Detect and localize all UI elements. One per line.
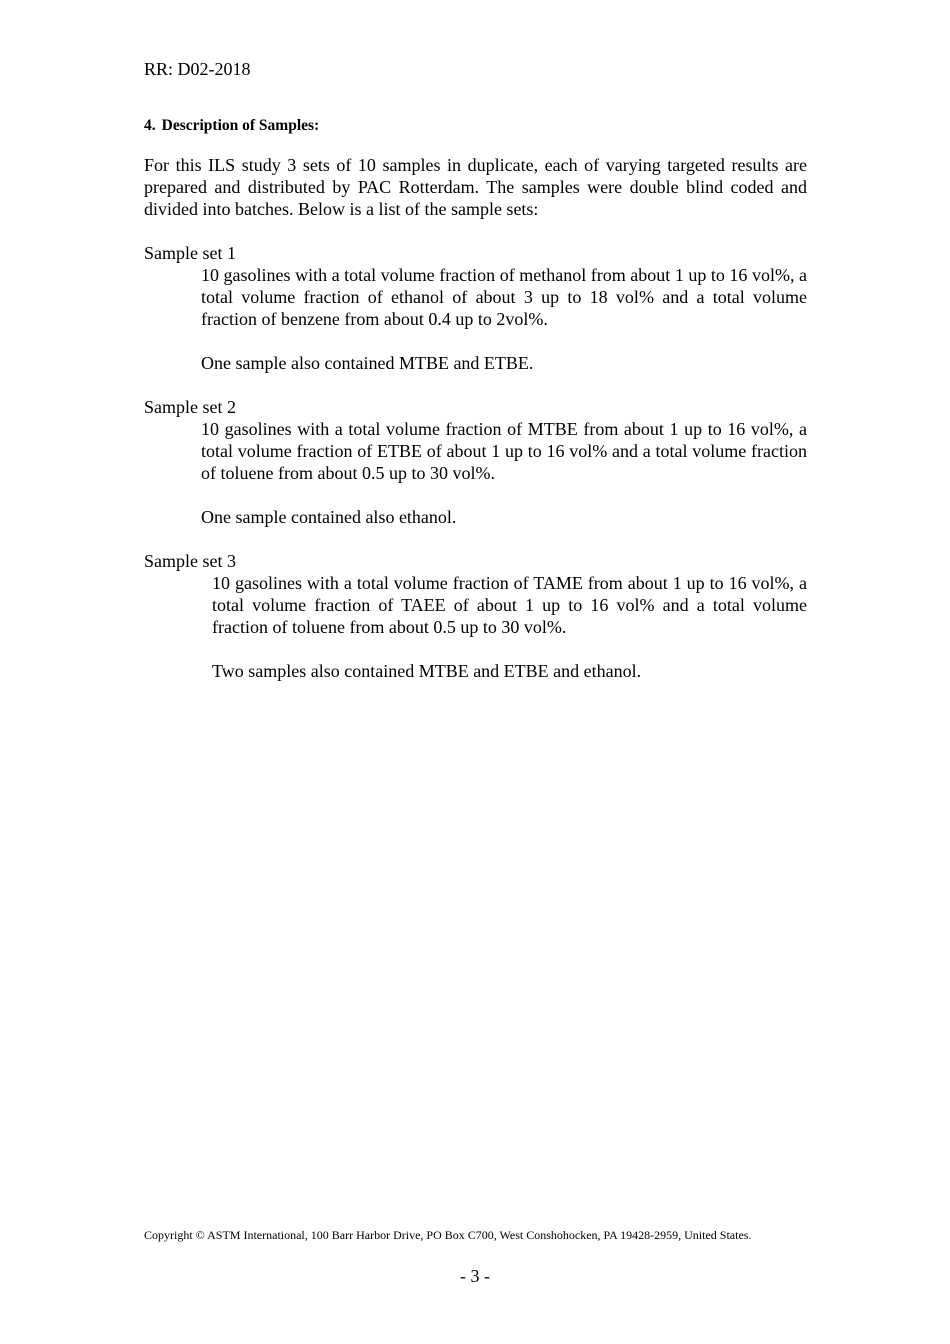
sample-set-note: One sample contained also ethanol.	[201, 507, 457, 527]
sample-set-note: Two samples also contained MTBE and ETBE and ethanol.	[212, 661, 642, 681]
sample-set-label: Sample set 2	[144, 397, 236, 417]
section-heading	[144, 116, 807, 136]
section-number: 4.	[144, 117, 156, 134]
sample-set-1	[144, 242, 807, 374]
sample-set-description: 10 gasolines with a total volume fraction of MTBE from about 1 up to 16 vol%, a total volume fraction of ETBE of about 1 up to 16 vol% and a total volume fraction of toluene from about 0.5 up to 30 vol%.	[201, 419, 807, 483]
report-id-header: RR: D02-2018	[144, 59, 251, 79]
document-body	[144, 116, 807, 704]
sample-set-label: Sample set 3	[144, 551, 236, 571]
intro-paragraph: For this ILS study 3 sets of 10 samples in duplicate, each of varying targeted results are prepared and distributed by PAC Rotterdam. The samples were double blind coded and divided into batches. Below is a list of the sample sets:	[144, 155, 807, 219]
sample-set-label: Sample set 1	[144, 243, 236, 263]
copyright-notice: Copyright © ASTM International, 100 Barr Harbor Drive, PO Box C700, West Conshohocken, PA 19428-2959, United States.	[144, 1228, 752, 1242]
sample-set-3	[144, 550, 807, 682]
page-number: - 3 -	[460, 1266, 490, 1286]
sample-set-description: 10 gasolines with a total volume fraction of methanol from about 1 up to 16 vol%, a total volume fraction of ethanol of about 3 up to 18 vol% and a total volume fraction of benzene from about 0.4 up to 2vol%.	[201, 265, 807, 329]
section-title: Description of Samples:	[161, 117, 320, 134]
sample-set-note: One sample also contained MTBE and ETBE.	[201, 353, 534, 373]
sample-set-2	[144, 396, 807, 528]
sample-set-description: 10 gasolines with a total volume fraction of TAME from about 1 up to 16 vol%, a total volume fraction of TAEE of about 1 up to 16 vol% and a total volume fraction of toluene from about 0.5 up to 30 vol%.	[212, 573, 807, 637]
